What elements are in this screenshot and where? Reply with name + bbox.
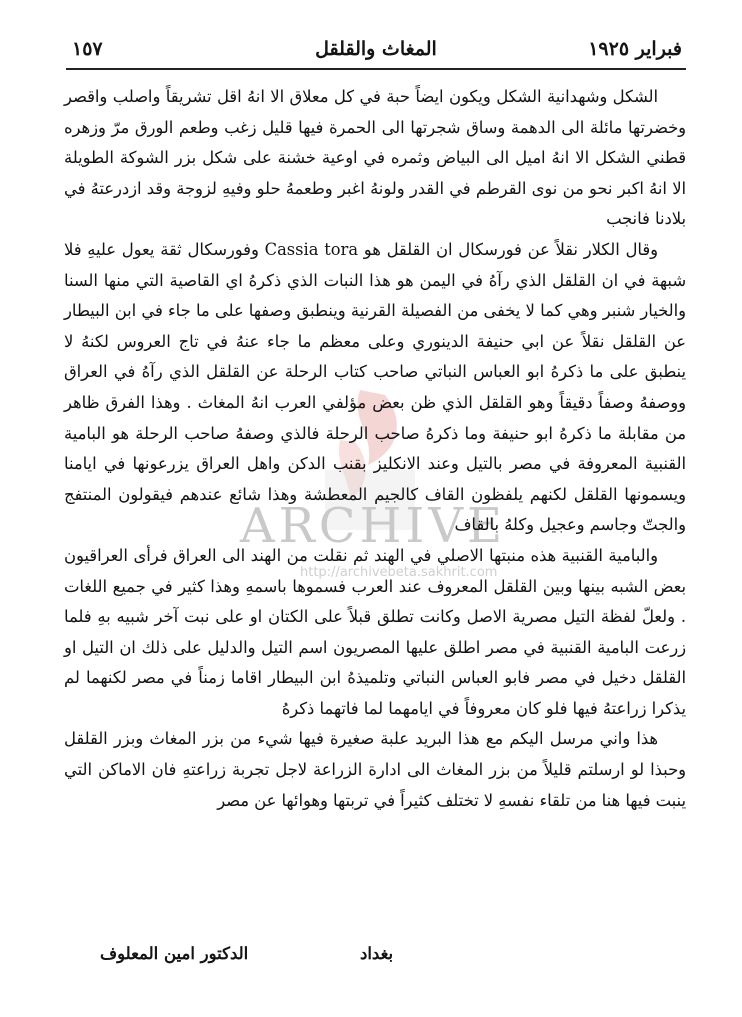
- page-number: ١٥٧: [72, 38, 103, 60]
- paragraph: وقال الكلار نقلاً عن فورسكال ان القلقل هو Cassia tora وفورسكال ثقة يعول عليهِ فلا شبهة في ان القلقل الذي رآهُ في اليمن هو هذا النبات الذي ذكرهُ اي القاصية التي منها السنا والخيار شنبر وهي كما لا يخفى من الفصيلة القرنية وينطبق وصفها على ما جاء في ابن البيطار عن القلقل نقلاً عن ابي حنيفة الدينوري وعلى معظم ما جاء عنهُ في تاج العروس لكنهُ لا ينطبق على ما ذكرهُ ابو العباس النباتي صاحب كتاب الرحلة عن القلقل الذي رآهُ في العراق ووصفهُ وصفاً دقيقاً وهو القلقل الذي ظن بعض مؤلفي العرب انهُ المغاث . وهذا الفرق ظاهر من مقابلة ما ذكرهُ ابو حنيفة وما ذكرهُ صاحب الرحلة فالذي وصفهُ صاحب الرحلة هو البامية القنبية المعروفة في مصر بالتيل وعند الانكليز بقنب الدكن واهل العراق يزرعونها في ايامنا ويسمونها القلقل لكنهم يلفظون القاف كالجيم المعطشة وهذا شائع عندهم فيقولون المنتفج والجتّ وجاسم وعجيل وكلهُ بالقاف: [64, 239, 686, 535]
- article-body: [64, 82, 686, 816]
- signature-author: الدكتور امين المعلوف: [100, 944, 249, 963]
- running-title: المغاث والقلقل: [315, 38, 437, 60]
- paragraph: هذا واني مرسل اليكم مع هذا البريد علبة صغيرة فيها شيء من بزر المغاث وبزر القلقل وحبذا لو ارسلتم قليلاً من بزر المغاث الى ادارة الزراعة لاجل تجربة زراعتهِ فان الاماكن التي ينبت فيها هنا من تلقاء نفسهِ لا تختلف كثيراً في تربتها وهوائها عن مصر: [64, 729, 686, 810]
- paragraph: والبامية القنبية هذه منبتها الاصلي في الهند ثم نقلت من الهند الى العراق فرأى العراقيون بعض الشبه بينها وبين القلقل المعروف عند العرب فسموها باسمهِ وهذا كثير في جميع اللغات . ولعلّ لفظة التيل مصرية الاصل وكانت تطلق قبلاً على الكتان او على نبت آخر شبيه بهِ فلما زرعت البامية القنبية في مصر اطلق عليها المصريون اسم التيل والدليل على ذلك ان التيل او القلقل دخيل في مصر فابو العباس النباتي وتلميذهُ ابن البيطار اقاما زمناً في مصر لكنهما لم يذكرا زراعتهُ فيها فلو كان معروفاً في ايامهما لما فاتهما ذكرهُ: [64, 545, 686, 718]
- signature-city: بغداد: [360, 944, 394, 963]
- issue-date: فبراير ١٩٢٥: [588, 38, 682, 60]
- paragraph: الشكل وشهدانية الشكل ويكون ايضاً حبة في كل معلاق الا انهُ اقل تشريقاً واصلب واقصر وخضرتها مائلة الى الدهمة وساق شجرتها الى الحمرة فيها قليل زغب وطعم الورق مرّ وزهره قطني الشكل الا انهُ اميل الى البياض وثمره في اوعية خشنة على شكل بزر الشوكة الطويلة الا انهُ اكبر نحو من نوى القرطم في القدر ولونهُ اغبر وطعمهُ حلو وفيهِ لزوجة وقد ازدرعتهُ في بلادنا فانجب: [64, 87, 686, 229]
- watermark-text: ARCHIVE: [240, 498, 507, 554]
- watermark-url: http://archivebeta.sakhrit.com: [300, 565, 498, 580]
- page-header: [66, 36, 686, 70]
- signature-line: [100, 944, 690, 972]
